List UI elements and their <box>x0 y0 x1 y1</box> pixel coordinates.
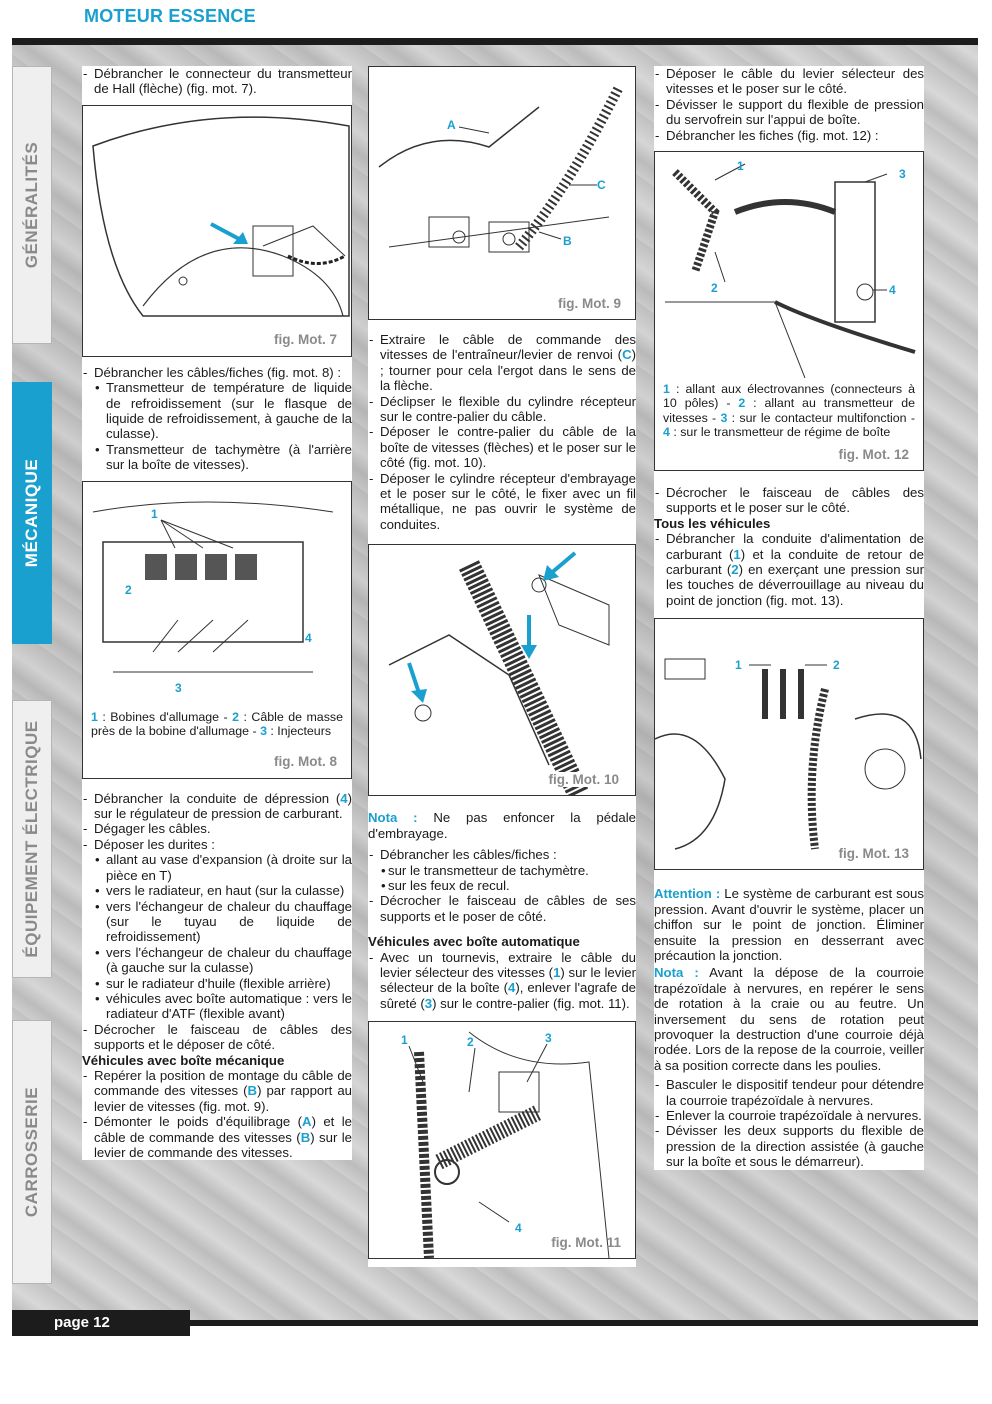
figure-mot-10 <box>368 544 636 796</box>
step-text: - Déposer le cylindre récepteur d'embrayage et le poser sur le côté, le fixer avec un fil métallique, ne pas ouvrir le système de conduites. <box>368 471 636 533</box>
step-text: - Débrancher la conduite d'alimentation de carburant (1) et la conduite de retour de carburant (2) en exerçant une pression sur les touches de déverrouillage au niveau du point de jonction (fig. mot. 13). <box>654 531 924 608</box>
figure-caption: fig. Mot. 11 <box>551 1234 621 1250</box>
step-text: - Repérer la position de montage du câble de commande des vitesses (B) par rapport au levier de vitesses (fig. mot. 9). <box>82 1068 352 1114</box>
step-text: - Débrancher les câbles/fiches : <box>368 847 636 862</box>
bullet-text: • vers l'échangeur de chaleur du chauffage (sur le tuyau de liquide de refroidissement) <box>82 899 352 945</box>
step-text: - Avec un tournevis, extraire le câble du levier sélecteur des vitesses (1) sur le levier sélecteur de la boîte (4), enlever l'agrafe de sûreté (3) sur le contre-palier (fig. mot. 11). <box>368 950 636 1012</box>
callout-label: 3 <box>545 1031 552 1046</box>
figure-caption: fig. Mot. 13 <box>838 845 909 861</box>
callout-label: B <box>563 234 572 248</box>
callout-label: 2 <box>833 658 840 673</box>
bullet-text: • sur les feux de recul. <box>368 878 636 893</box>
tab-mecanique[interactable] <box>12 382 52 644</box>
figure-caption: fig. Mot. 9 <box>558 295 621 311</box>
callout-label: 1 <box>151 506 158 521</box>
step-text: - Déposer le câble du levier sélecteur des vitesses et le poser sur le côté. <box>654 66 924 97</box>
figure-legend: 1 : Bobines d'allumage - 2 : Câble de masse près de la bobine d'allumage - 3 : Injecteurs <box>91 709 343 739</box>
callout-label: 3 <box>899 167 906 182</box>
figure-caption: fig. Mot. 12 <box>838 446 909 462</box>
step-text: - Débrancher le connecteur du transmetteur de Hall (flèche) (fig. mot. 7). <box>82 66 352 97</box>
figure-caption: fig. Mot. 8 <box>274 754 337 770</box>
bullet-text: • sur le radiateur d'huile (flexible arrière) <box>82 976 352 991</box>
step-text: - Décrocher le faisceau de câbles des supports et le poser sur le côté. <box>654 485 924 516</box>
figure-caption: fig. Mot. 10 <box>548 771 619 787</box>
step-text: - Décrocher le faisceau de câbles des supports et le déposer de côté. <box>82 1022 352 1053</box>
section-heading: Véhicules avec boîte mécanique <box>82 1052 285 1068</box>
top-rule <box>12 38 978 45</box>
callout-label: 4 <box>305 630 312 645</box>
figure-illustration <box>369 67 635 319</box>
step-text: - Décrocher le faisceau de câbles de ses supports et le poser de côté. <box>368 893 636 924</box>
step-text: - Déclipser le flexible du cylindre récepteur sur le contre-palier du câble. <box>368 394 636 425</box>
step-text: - Dévisser le support du flexible de pression du servofrein sur l'appui de boîte. <box>654 97 924 128</box>
step-text: - Dégager les câbles. <box>82 821 352 836</box>
figure-mot-9 <box>368 66 636 320</box>
bottom-rule <box>190 1320 978 1326</box>
figure-mot-13 <box>654 618 924 870</box>
bullet-text: • allant au vase d'expansion (à droite sur la pièce en T) <box>82 852 352 883</box>
callout-label: C <box>597 178 606 192</box>
tab-label: CARROSSERIE <box>22 1086 41 1218</box>
step-text: - Dévisser les deux supports du flexible de pression de la direction assistée (à gauche sur la boîte et sous le démarreur). <box>654 1123 924 1169</box>
step-text: - Débrancher les câbles/fiches (fig. mot. 8) : <box>82 365 352 380</box>
callout-label: 2 <box>125 582 132 597</box>
figure-caption: fig. Mot. 7 <box>274 332 337 348</box>
callout-label: 4 <box>889 283 896 298</box>
step-text: - Basculer le dispositif tendeur pour détendre la courroie trapézoïdale à nervures. <box>654 1077 924 1108</box>
callout-label: 3 <box>175 680 182 695</box>
step-text: - Démonter le poids d'équilibrage (A) et le câble de commande des vitesses (B) sur le levier de commande des vitesses. <box>82 1114 352 1160</box>
figure-illustration <box>655 619 923 869</box>
bullet-text: • sur le transmetteur de tachymètre. <box>368 863 636 878</box>
tab-carrosserie[interactable] <box>12 1020 52 1284</box>
nota-note: Nota : Avant la dépose de la courroie trapézoïdale à nervures, en repérer le sens de rotation à la craie ou au feutre. Un inversement du sens de rotation peut provoquer la destruction d'une courroie déjà rodée. Lors de la repose de la courroie, veiller à sa position correcte dans les poulies. <box>654 965 924 1073</box>
figure-illustration <box>83 482 351 706</box>
column-2 <box>368 66 636 1267</box>
tab-label: ÉQUIPEMENT ÉLECTRIQUE <box>22 720 41 958</box>
figure-mot-8 <box>82 481 352 779</box>
page-number: page 12 <box>12 1310 190 1336</box>
bullet-text: • vers le radiateur, en haut (sur la culasse) <box>82 883 352 898</box>
figure-mot-12 <box>654 151 924 471</box>
figure-illustration <box>83 106 351 356</box>
bullet-text: • Transmetteur de tachymètre (à l'arrière sur la boîte de vitesses). <box>82 442 352 473</box>
tab-equipement-electrique[interactable] <box>12 700 52 978</box>
section-heading: Tous les véhicules <box>654 515 771 531</box>
callout-label: A <box>447 118 456 132</box>
callout-label: 1 <box>735 658 742 673</box>
section-heading: Véhicules avec boîte automatique <box>368 934 580 950</box>
column-3 <box>654 66 924 1170</box>
figure-illustration <box>655 152 923 378</box>
step-text: - Débrancher la conduite de dépression (4) sur le régulateur de pression de carburant. <box>82 791 352 822</box>
callout-label: 2 <box>711 281 718 296</box>
callout-label: 2 <box>467 1035 474 1050</box>
step-text: - Déposer les durites : <box>82 837 352 852</box>
figure-illustration <box>369 545 635 795</box>
step-text: - Débrancher les fiches (fig. mot. 12) : <box>654 128 924 143</box>
page-title: MOTEUR ESSENCE <box>84 6 256 26</box>
bullet-text: • vers l'échangeur de chaleur du chauffage (à gauche sur la culasse) <box>82 945 352 976</box>
figure-mot-11 <box>368 1021 636 1259</box>
tab-label: MÉCANIQUE <box>22 458 41 568</box>
bullet-text: • véhicules avec boîte automatique : vers le radiateur d'ATF (flexible avant) <box>82 991 352 1022</box>
figure-illustration <box>369 1022 635 1258</box>
callout-label: 1 <box>401 1033 408 1048</box>
step-text: - Déposer le contre-palier du câble de la boîte de vitesses (flèches) et le poser sur le côté (fig. mot. 10). <box>368 424 636 470</box>
bullet-text: • Transmetteur de température de liquide de refroidissement (sur le flasque de liquide de refroidissement, à gauche de la culasse). <box>82 380 352 442</box>
step-text: - Enlever la courroie trapézoïdale à nervures. <box>654 1108 924 1123</box>
attention-note: Attention : Le système de carburant est sous pression. Avant d'ouvrir le système, placer un chiffon sur le point de jonction. Éliminer ensuite la pression en desserrant avec précaution la jonction. <box>654 886 924 963</box>
step-text: - Extraire le câble de commande des vitesses de l'entraîneur/levier de renvoi (C) ; tourner pour cela l'ergot dans le sens de la flèche. <box>368 332 636 394</box>
figure-legend: 1 : allant aux électrovannes (connecteurs à 10 pôles) - 2 : allant au transmetteur de vitesses - 3 : sur le contacteur multifonction - 4 : sur le transmetteur de régime de boîte <box>663 382 915 440</box>
tab-generalites[interactable] <box>12 66 52 344</box>
callout-label: 1 <box>737 159 744 174</box>
nota-note: Nota : Ne pas enfoncer la pédale d'embrayage. <box>368 810 636 841</box>
tab-label: GÉNÉRALITÉS <box>22 141 41 269</box>
callout-label: 4 <box>515 1221 522 1236</box>
figure-mot-7 <box>82 105 352 357</box>
column-1 <box>82 66 352 1160</box>
